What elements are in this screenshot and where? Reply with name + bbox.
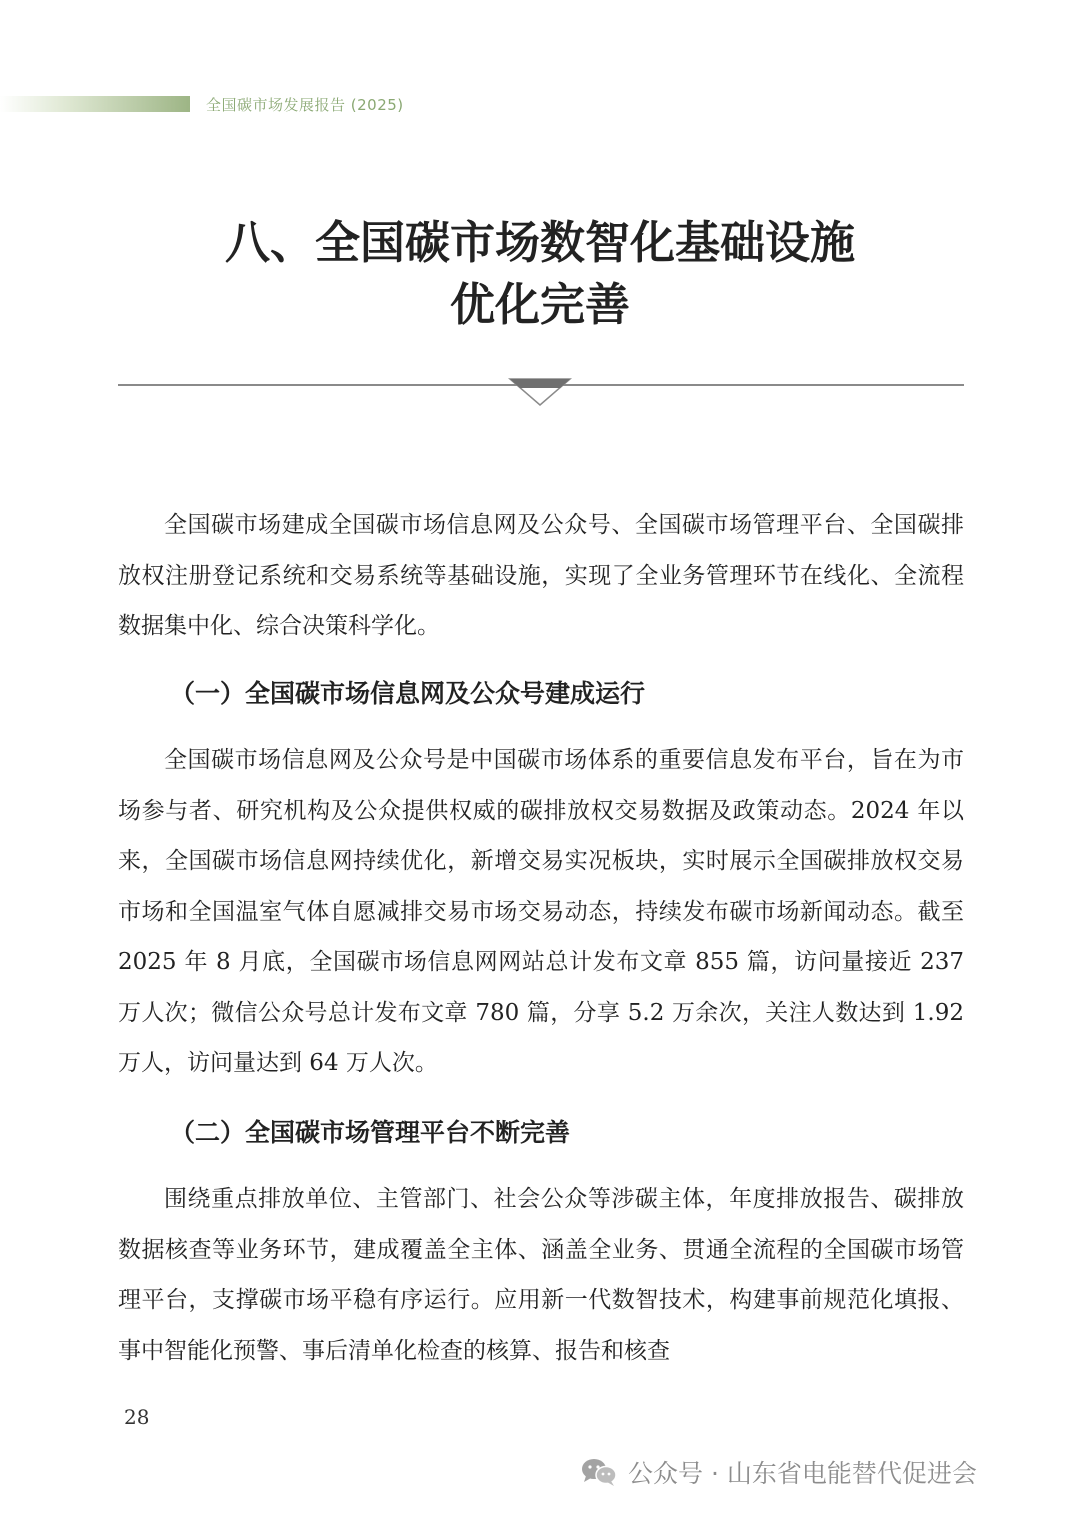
wechat-icon	[580, 1457, 618, 1487]
section-1-heading: （一）全国碳市场信息网及公众号建成运行	[170, 679, 646, 708]
watermark-text: 公众号 · 山东省电能替代促进会	[628, 1459, 977, 1488]
section-2-heading: （二）全国碳市场管理平台不断完善	[170, 1118, 571, 1147]
watermark	[580, 1452, 977, 1492]
section-2-paragraph: 围绕重点排放单位、主管部门、社会公众等涉碳主体，年度排放报告、碳排放数据核查等业务环节，建成覆盖全主体、涵盖全业务、贯通全流程的全国碳市场管理平台，支撑碳市场平稳有序运行。应用新一代数智技术，构建事前规范化填报、事中智能化预警、事后清单化检查的核算、报告和核查	[118, 1186, 964, 1364]
chevron-down-icon	[508, 377, 572, 407]
running-header: 全国碳市场发展报告 (2025)	[206, 96, 404, 114]
chapter-title-line-2: 优化完善	[449, 278, 630, 331]
intro-paragraph: 全国碳市场建成全国碳市场信息网及公众号、全国碳市场管理平台、全国碳排放权注册登记系统和交易系统等基础设施，实现了全业务管理环节在线化、全流程数据集中化、综合决策科学化。	[118, 512, 964, 639]
chapter-title	[0, 212, 1080, 336]
section-1-paragraph: 全国碳市场信息网及公众号是中国碳市场体系的重要信息发布平台，旨在为市场参与者、研究机构及公众提供权威的碳排放权交易数据及政策动态。2024 年以来，全国碳市场信息网持续优化，新增交易实况板块，实时展示全国碳排放权交易市场和全国温室气体自愿减排交易市场交易动态，持续发布碳市场新闻动态。截至 2025 年 8 月底，全国碳市场信息网网站总计发布文章 855 篇，访问量接近 237 万人次；微信公众号总计发布文章 780 篇，分享 5.2 万余次，关注人数达到 1.92 万人，访问量达到 64 万人次。	[118, 747, 964, 1076]
page-number: 28	[124, 1405, 150, 1429]
header-band	[0, 96, 190, 112]
chapter-title-line-1: 八、全国碳市场数智化基础设施	[224, 216, 855, 269]
